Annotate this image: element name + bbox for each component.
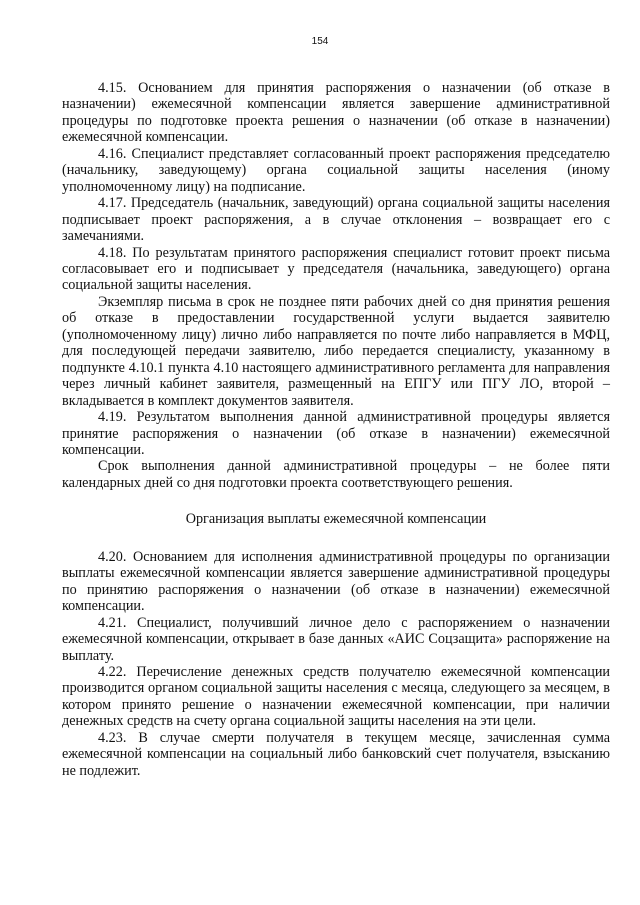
paragraph-4-18: 4.18. По результатам принятого распоряжения специалист готовит проект письма согласовывает его и подписывает у председателя (начальника, заведующего) органа социальной защиты населения. — [62, 244, 610, 294]
paragraph-deadline: Срок выполнения данной административной процедуры – не более пяти календарных дней со дня подготовки проекта соответствующего решения. — [62, 458, 610, 491]
paragraph-4-17: 4.17. Председатель (начальник, заведующий) органа социальной защиты населения подписывает проект распоряжения, а в случае отклонения – возвращает его с замечаниями. — [62, 195, 610, 245]
section-heading: Организация выплаты ежемесячной компенсации — [185, 511, 487, 528]
page-number: 154 — [311, 36, 329, 47]
paragraph-4-20: 4.20. Основанием для исполнения административной процедуры по организации выплаты ежемесячной компенсации является завершение административной процедуры по принятию распоряжения о назначении (об отказе в назначении) ежемесячной компенсации. — [62, 548, 610, 615]
paragraph-4-23: 4.23. В случае смерти получателя в текущем месяце, зачисленная сумма ежемесячной компенсации на социальный либо банковский счет получателя, взысканию не подлежит. — [62, 729, 610, 779]
document-body — [62, 80, 610, 779]
paragraph-letter-copy: Экземпляр письма в срок не позднее пяти рабочих дней со дня принятия решения об отказе в предоставлении государственной услуги выдается заявителю (уполномоченному лицу) лично либо направляется по почте либо направляется в МФЦ, для последующей передачи заявителю, либо передается специалисту, указанному в подпункте 4.10.1 пункта 4.10 настоящего административного регламента для направления через личный кабинет заявителя, размещенный на ЕПГУ или ПГУ ЛО, второй – вкладывается в комплект документов заявителя. — [62, 293, 610, 409]
paragraph-4-22: 4.22. Перечисление денежных средств получателю ежемесячной компенсации производится органом социальной защиты населения с месяца, следующего за месяцем, в котором принято решение о назначении ежемесячной компенсации, при наличии денежных средств на счету органа социальной защиты населения на эти цели. — [62, 663, 610, 730]
paragraph-4-16: 4.16. Специалист представляет согласованный проект распоряжения председателю (начальнику, заведующему) органа социальной защиты населения (иному уполномоченному лицу) на подписание. — [62, 145, 610, 195]
paragraph-4-19: 4.19. Результатом выполнения данной административной процедуры является принятие распоряжения о назначении (об отказе в назначении) ежемесячной компенсации. — [62, 409, 610, 458]
paragraph-4-15: 4.15. Основанием для принятия распоряжения о назначении (об отказе в назначении) ежемесячной компенсации является завершение административной процедуры по подготовке проекта решения о назначении (об отказе в назначении) ежемесячной компенсации. — [62, 80, 610, 146]
paragraph-4-21: 4.21. Специалист, получивший личное дело с распоряжением о назначении ежемесячной компенсации, открывает в базе данных «АИС Соцзащита» распоряжение на выплату. — [62, 614, 610, 664]
